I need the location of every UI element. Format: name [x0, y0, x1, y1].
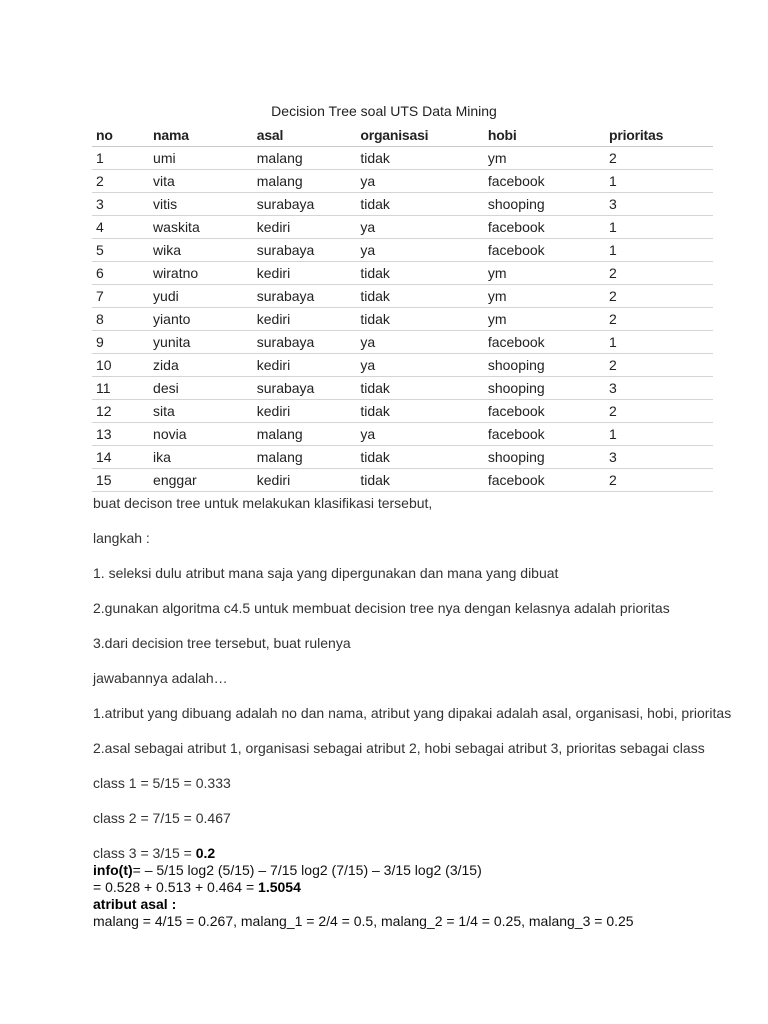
table-cell-hobi: facebook [484, 239, 605, 262]
table-cell-prioritas: 2 [605, 285, 713, 308]
malang-line: malang = 4/15 = 0.267, malang_1 = 2/4 = 0.5, malang_2 = 1/4 = 0.25, malang_3 = 0.25 [93, 913, 634, 929]
table-cell-organisasi: ya [356, 239, 484, 262]
table-cell-asal: surabaya [253, 331, 357, 354]
table-cell-asal: kediri [253, 354, 357, 377]
table-cell-no: 12 [92, 400, 149, 423]
table-cell-no: 14 [92, 446, 149, 469]
table-row [92, 285, 713, 308]
table-cell-nama: umi [149, 147, 253, 170]
table-cell-organisasi: tidak [356, 147, 484, 170]
table-cell-no: 1 [92, 147, 149, 170]
table-cell-asal: surabaya [253, 377, 357, 400]
table-cell-organisasi: tidak [356, 377, 484, 400]
table-cell-hobi: ym [484, 147, 605, 170]
step-3-text: 3.dari decision tree tersebut, buat rulenya [93, 635, 351, 651]
answer-1-text: 1.atribut yang dibuang adalah no dan nama, atribut yang dipakai adalah asal, organisasi, hobi, prioritas [93, 705, 732, 721]
table-cell-organisasi: ya [356, 216, 484, 239]
table-cell-asal: surabaya [253, 285, 357, 308]
table-cell-nama: waskita [149, 216, 253, 239]
table-row [92, 423, 713, 446]
atribut-asal-line [93, 896, 733, 913]
table-cell-asal: malang [253, 147, 357, 170]
table-cell-asal: surabaya [253, 193, 357, 216]
table-cell-organisasi: tidak [356, 308, 484, 331]
table-cell-no: 8 [92, 308, 149, 331]
info-label: info(t) [93, 862, 133, 878]
class-2-text: class 2 = 7/15 = 0.467 [93, 810, 231, 826]
table-cell-asal: malang [253, 446, 357, 469]
table-cell-no: 4 [92, 216, 149, 239]
table-cell-asal: malang [253, 170, 357, 193]
table-row [92, 262, 713, 285]
table-cell-no: 9 [92, 331, 149, 354]
table-cell-prioritas: 2 [605, 400, 713, 423]
table-cell-nama: sita [149, 400, 253, 423]
table-cell-hobi: shooping [484, 354, 605, 377]
table-cell-organisasi: ya [356, 354, 484, 377]
table-cell-nama: yianto [149, 308, 253, 331]
table-cell-nama: vita [149, 170, 253, 193]
column-header-asal: asal [253, 123, 357, 147]
instruction-text: buat decison tree untuk melakukan klasifikasi tersebut, [93, 495, 433, 511]
table-cell-prioritas: 1 [605, 331, 713, 354]
document-title: Decision Tree soal UTS Data Mining [271, 103, 497, 119]
table-row [92, 170, 713, 193]
table-cell-no: 2 [92, 170, 149, 193]
table-cell-prioritas: 3 [605, 377, 713, 400]
table-cell-organisasi: ya [356, 331, 484, 354]
table-header-row [92, 123, 713, 147]
table-cell-hobi: facebook [484, 216, 605, 239]
table-cell-nama: zida [149, 354, 253, 377]
table-cell-hobi: facebook [484, 331, 605, 354]
table-cell-prioritas: 1 [605, 170, 713, 193]
table-cell-no: 3 [92, 193, 149, 216]
info-sum-line [93, 879, 733, 896]
table-row [92, 193, 713, 216]
answer-intro-text: jawabannya adalah… [93, 670, 228, 686]
table-cell-prioritas: 2 [605, 354, 713, 377]
column-header-hobi: hobi [484, 123, 605, 147]
table-cell-organisasi: tidak [356, 285, 484, 308]
table-cell-organisasi: tidak [356, 193, 484, 216]
table-cell-no: 15 [92, 469, 149, 492]
table-cell-asal: kediri [253, 400, 357, 423]
info-formula: = – 5/15 log2 (5/15) – 7/15 log2 (7/15) – 3/15 log2 (3/15) [132, 862, 482, 878]
step-2-text: 2.gunakan algoritma c4.5 untuk membuat decision tree nya dengan kelasnya adalah prioritas [93, 600, 670, 616]
table-cell-no: 6 [92, 262, 149, 285]
table-cell-prioritas: 2 [605, 469, 713, 492]
answer-2-text: 2.asal sebagai atribut 1, organisasi sebagai atribut 2, hobi sebagai atribut 3, prioritas sebagai class [93, 740, 705, 756]
langkah-heading: langkah : [93, 530, 150, 546]
column-header-prioritas: prioritas [605, 123, 713, 147]
table-row [92, 308, 713, 331]
table-cell-prioritas: 3 [605, 446, 713, 469]
table-cell-nama: enggar [149, 469, 253, 492]
table-cell-hobi: ym [484, 262, 605, 285]
table-cell-hobi: ym [484, 308, 605, 331]
table-cell-hobi: facebook [484, 423, 605, 446]
table-cell-no: 11 [92, 377, 149, 400]
table-cell-asal: kediri [253, 262, 357, 285]
table-cell-asal: kediri [253, 469, 357, 492]
table-row [92, 446, 713, 469]
table-cell-prioritas: 3 [605, 193, 713, 216]
table-row [92, 469, 713, 492]
table-cell-organisasi: ya [356, 423, 484, 446]
step-1-text: 1. seleksi dulu atribut mana saja yang dipergunakan dan mana yang dibuat [93, 565, 559, 581]
table-row [92, 400, 713, 423]
table-cell-organisasi: tidak [356, 400, 484, 423]
data-table [92, 123, 713, 492]
column-header-no: no [92, 123, 149, 147]
table-cell-no: 10 [92, 354, 149, 377]
table-cell-prioritas: 1 [605, 239, 713, 262]
table-cell-prioritas: 1 [605, 216, 713, 239]
column-header-nama: nama [149, 123, 253, 147]
table-row [92, 331, 713, 354]
class-1-text: class 1 = 5/15 = 0.333 [93, 775, 231, 791]
table-cell-hobi: facebook [484, 400, 605, 423]
table-cell-prioritas: 1 [605, 423, 713, 446]
atribut-asal-label: atribut asal : [93, 896, 177, 912]
class-3-value: 0.2 [195, 845, 216, 861]
class-3-line [93, 845, 733, 862]
info-sum-value: 1.5054 [258, 879, 301, 895]
table-cell-organisasi: tidak [356, 446, 484, 469]
table-cell-hobi: shooping [484, 193, 605, 216]
table-cell-prioritas: 2 [605, 147, 713, 170]
table-row [92, 147, 713, 170]
table-row [92, 377, 713, 400]
table-cell-nama: wika [149, 239, 253, 262]
info-sum-text: = 0.528 + 0.513 + 0.464 = [93, 879, 259, 895]
table-cell-nama: wiratno [149, 262, 253, 285]
table-cell-organisasi: tidak [356, 469, 484, 492]
table-cell-no: 5 [92, 239, 149, 262]
table-cell-asal: kediri [253, 308, 357, 331]
table-cell-no: 7 [92, 285, 149, 308]
table-cell-prioritas: 2 [605, 262, 713, 285]
table-row [92, 216, 713, 239]
table-cell-nama: ika [149, 446, 253, 469]
table-cell-hobi: facebook [484, 469, 605, 492]
table-cell-hobi: ym [484, 285, 605, 308]
table-cell-asal: kediri [253, 216, 357, 239]
table-cell-hobi: shooping [484, 446, 605, 469]
table-cell-nama: novia [149, 423, 253, 446]
table-cell-prioritas: 2 [605, 308, 713, 331]
column-header-organisasi: organisasi [356, 123, 484, 147]
table-cell-asal: surabaya [253, 239, 357, 262]
table-cell-nama: yunita [149, 331, 253, 354]
table-cell-nama: vitis [149, 193, 253, 216]
table-cell-asal: malang [253, 423, 357, 446]
table-row [92, 354, 713, 377]
info-formula-line [93, 862, 733, 879]
table-cell-nama: yudi [149, 285, 253, 308]
table-cell-organisasi: ya [356, 170, 484, 193]
table-body [92, 147, 713, 492]
table-cell-nama: desi [149, 377, 253, 400]
table-cell-no: 13 [92, 423, 149, 446]
class-3-text: class 3 = 3/15 = [93, 845, 196, 861]
table-cell-organisasi: tidak [356, 262, 484, 285]
table-row [92, 239, 713, 262]
table-cell-hobi: facebook [484, 170, 605, 193]
table-cell-hobi: shooping [484, 377, 605, 400]
